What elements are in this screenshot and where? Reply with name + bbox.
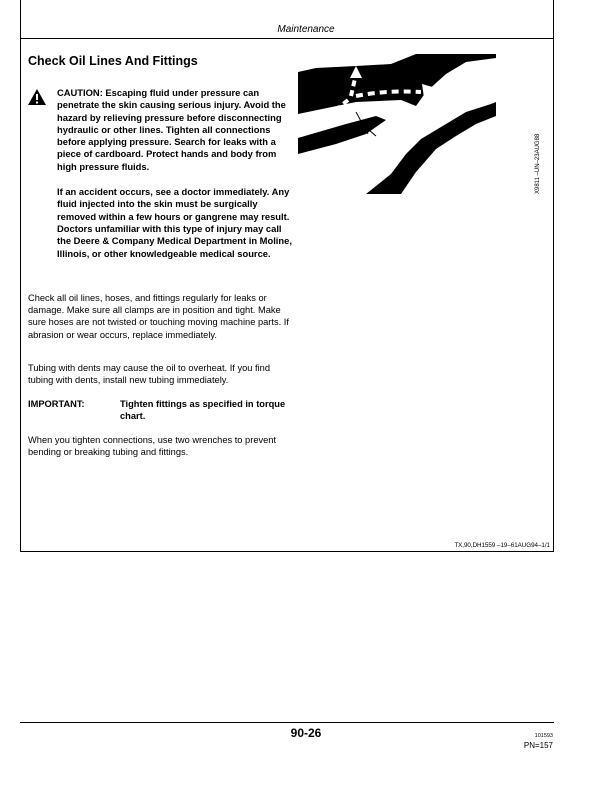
body-paragraph-3 bbox=[28, 434, 296, 458]
page-header-title: Maintenance bbox=[277, 24, 335, 35]
frame-left-border bbox=[20, 0, 21, 552]
caution-paragraph-2: If an accident occurs, see a doctor immediately. Any fluid injected into the skin must be surgically removed within a few hours or gangrene may result. Doctors unfamiliar with this type of injury may call the Deere & Company Medical Department in Moline, Illinois, or other knowledgeable medical source. bbox=[57, 186, 292, 259]
print-code: 101593 bbox=[534, 733, 553, 739]
important-text: Tighten fittings as specified in torque chart. bbox=[120, 399, 286, 422]
caution-block bbox=[57, 87, 293, 273]
frame-bottom-border bbox=[20, 551, 554, 552]
important-label: IMPORTANT: bbox=[28, 399, 85, 409]
section-title: Check Oil Lines And Fittings bbox=[28, 54, 198, 68]
page-number: 90-26 bbox=[290, 726, 322, 740]
document-reference: TX,90,DH1559 –19–61AUG94–1/1 bbox=[454, 542, 550, 549]
fluid-injection-hand-illustration bbox=[296, 54, 496, 194]
footer-rule bbox=[20, 722, 554, 723]
body-paragraph-3-text: When you tighten connections, use two wrenches to prevent bending or breaking tubing and fittings. bbox=[28, 435, 277, 458]
warning-triangle-icon bbox=[27, 88, 47, 106]
body-paragraph-1 bbox=[28, 292, 296, 341]
header-rule bbox=[20, 38, 554, 39]
body-paragraph-2-text: Tubing with dents may cause the oil to overheat. If you find tubing with dents, install new tubing immediately. bbox=[28, 363, 271, 386]
body-paragraph-2 bbox=[28, 362, 296, 386]
pn-number: PN=157 bbox=[523, 741, 553, 750]
figure-id: X9811 –UN–23AUG88 bbox=[535, 133, 541, 194]
body-paragraph-1-text: Check all oil lines, hoses, and fittings regularly for leaks or damage. Make sure all clamps are in position and tight. Make sure hoses are not twisted or touching moving machine parts. If abrasion or wear occurs, replace immediately. bbox=[28, 293, 289, 340]
caution-paragraph-1: CAUTION: Escaping fluid under pressure can penetrate the skin causing serious injury. Avoid the hazard by relieving pressure before disconnecting hydraulic or other lines. Tighten all connections before applying pressure. Search for leaks with a piece of cardboard. Protect hands and body from high pressure fluids. bbox=[57, 87, 286, 172]
frame-right-border bbox=[553, 0, 554, 552]
